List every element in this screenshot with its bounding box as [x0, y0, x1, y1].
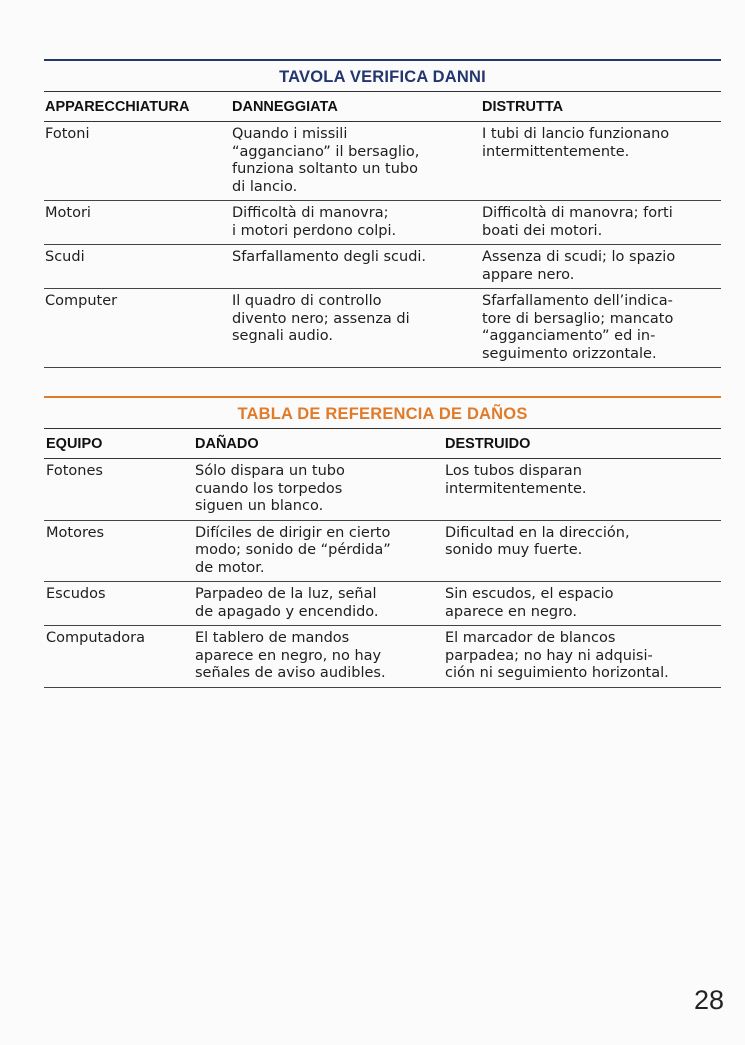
equipment-cell: Fotones [46, 463, 103, 479]
destroyed-cell: Sfarfallamento dell’indica- tore di bersaglio; mancato “agganciamento” ed in- seguimento orizzontale. [482, 293, 674, 362]
spanish-row-escudos [44, 582, 721, 626]
header-danneggiata: DANNEGGIATA [232, 99, 338, 115]
spanish-row-computadora [44, 626, 721, 688]
spanish-table-title: TABLA DE REFERENCIA DE DAÑOS [237, 405, 528, 423]
destroyed-cell: Los tubos disparan intermitentemente. [445, 463, 587, 497]
header-danado: DAÑADO [195, 436, 259, 452]
damaged-cell: Il quadro di controllo divento nero; assenza di segnali audio. [232, 293, 410, 344]
spanish-header-row [44, 428, 721, 459]
italian-table-title: TAVOLA VERIFICA DANNI [279, 68, 486, 86]
damaged-cell: Sfarfallamento degli scudi. [232, 249, 427, 265]
page-number: 28 [693, 985, 724, 1015]
damaged-cell: Difficoltà di manovra; i motori perdono colpi. [232, 205, 397, 239]
equipment-cell: Computer [45, 293, 118, 309]
spanish-damage-table [44, 396, 721, 688]
equipment-cell: Motori [45, 205, 91, 221]
destroyed-cell: Sin escudos, el espacio aparece en negro. [445, 586, 614, 620]
destroyed-cell: El marcador de blancos parpadea; no hay ni adquisi- ción ni seguimiento horizontal. [445, 630, 669, 681]
damaged-cell: Difíciles de dirigir en cierto modo; sonido de “pérdida” de motor. [195, 524, 391, 576]
header-distrutta: DISTRUTTA [482, 99, 564, 115]
equipment-cell: Fotoni [45, 126, 90, 142]
destroyed-cell: Assenza di scudi; lo spazio appare nero. [482, 249, 676, 283]
header-destruido: DESTRUIDO [445, 436, 531, 452]
italian-row-motori [44, 201, 721, 245]
equipment-cell: Escudos [46, 586, 106, 602]
italian-damage-table [44, 59, 721, 368]
italian-row-fotoni [44, 122, 721, 201]
spanish-row-motores [44, 521, 721, 583]
damaged-cell: El tablero de mandos aparece en negro, no hay señales de aviso audibles. [195, 630, 386, 681]
damaged-cell: Quando i missili “agganciano” il bersaglio, funziona soltanto un tubo di lancio. [232, 126, 420, 195]
spanish-row-fotones [44, 459, 721, 521]
damaged-cell: Parpadeo de la luz, señal de apagado y encendido. [195, 586, 379, 620]
destroyed-cell: Dificultad en la dirección, sonido muy fuerte. [445, 524, 630, 558]
italian-row-computer [44, 289, 721, 368]
italian-header-row [44, 91, 721, 122]
equipment-cell: Scudi [45, 249, 85, 265]
damaged-cell: Sólo dispara un tubo cuando los torpedos siguen un blanco. [195, 463, 345, 514]
header-equipo: EQUIPO [46, 436, 103, 452]
italian-row-scudi [44, 245, 721, 289]
destroyed-cell: I tubi di lancio funzionano intermittentemente. [482, 126, 670, 160]
equipment-cell: Computadora [46, 630, 146, 646]
header-apparecchiatura: APPARECCHIATURA [45, 99, 190, 115]
equipment-cell: Motores [46, 524, 105, 541]
destroyed-cell: Difficoltà di manovra; forti boati dei motori. [482, 205, 673, 239]
